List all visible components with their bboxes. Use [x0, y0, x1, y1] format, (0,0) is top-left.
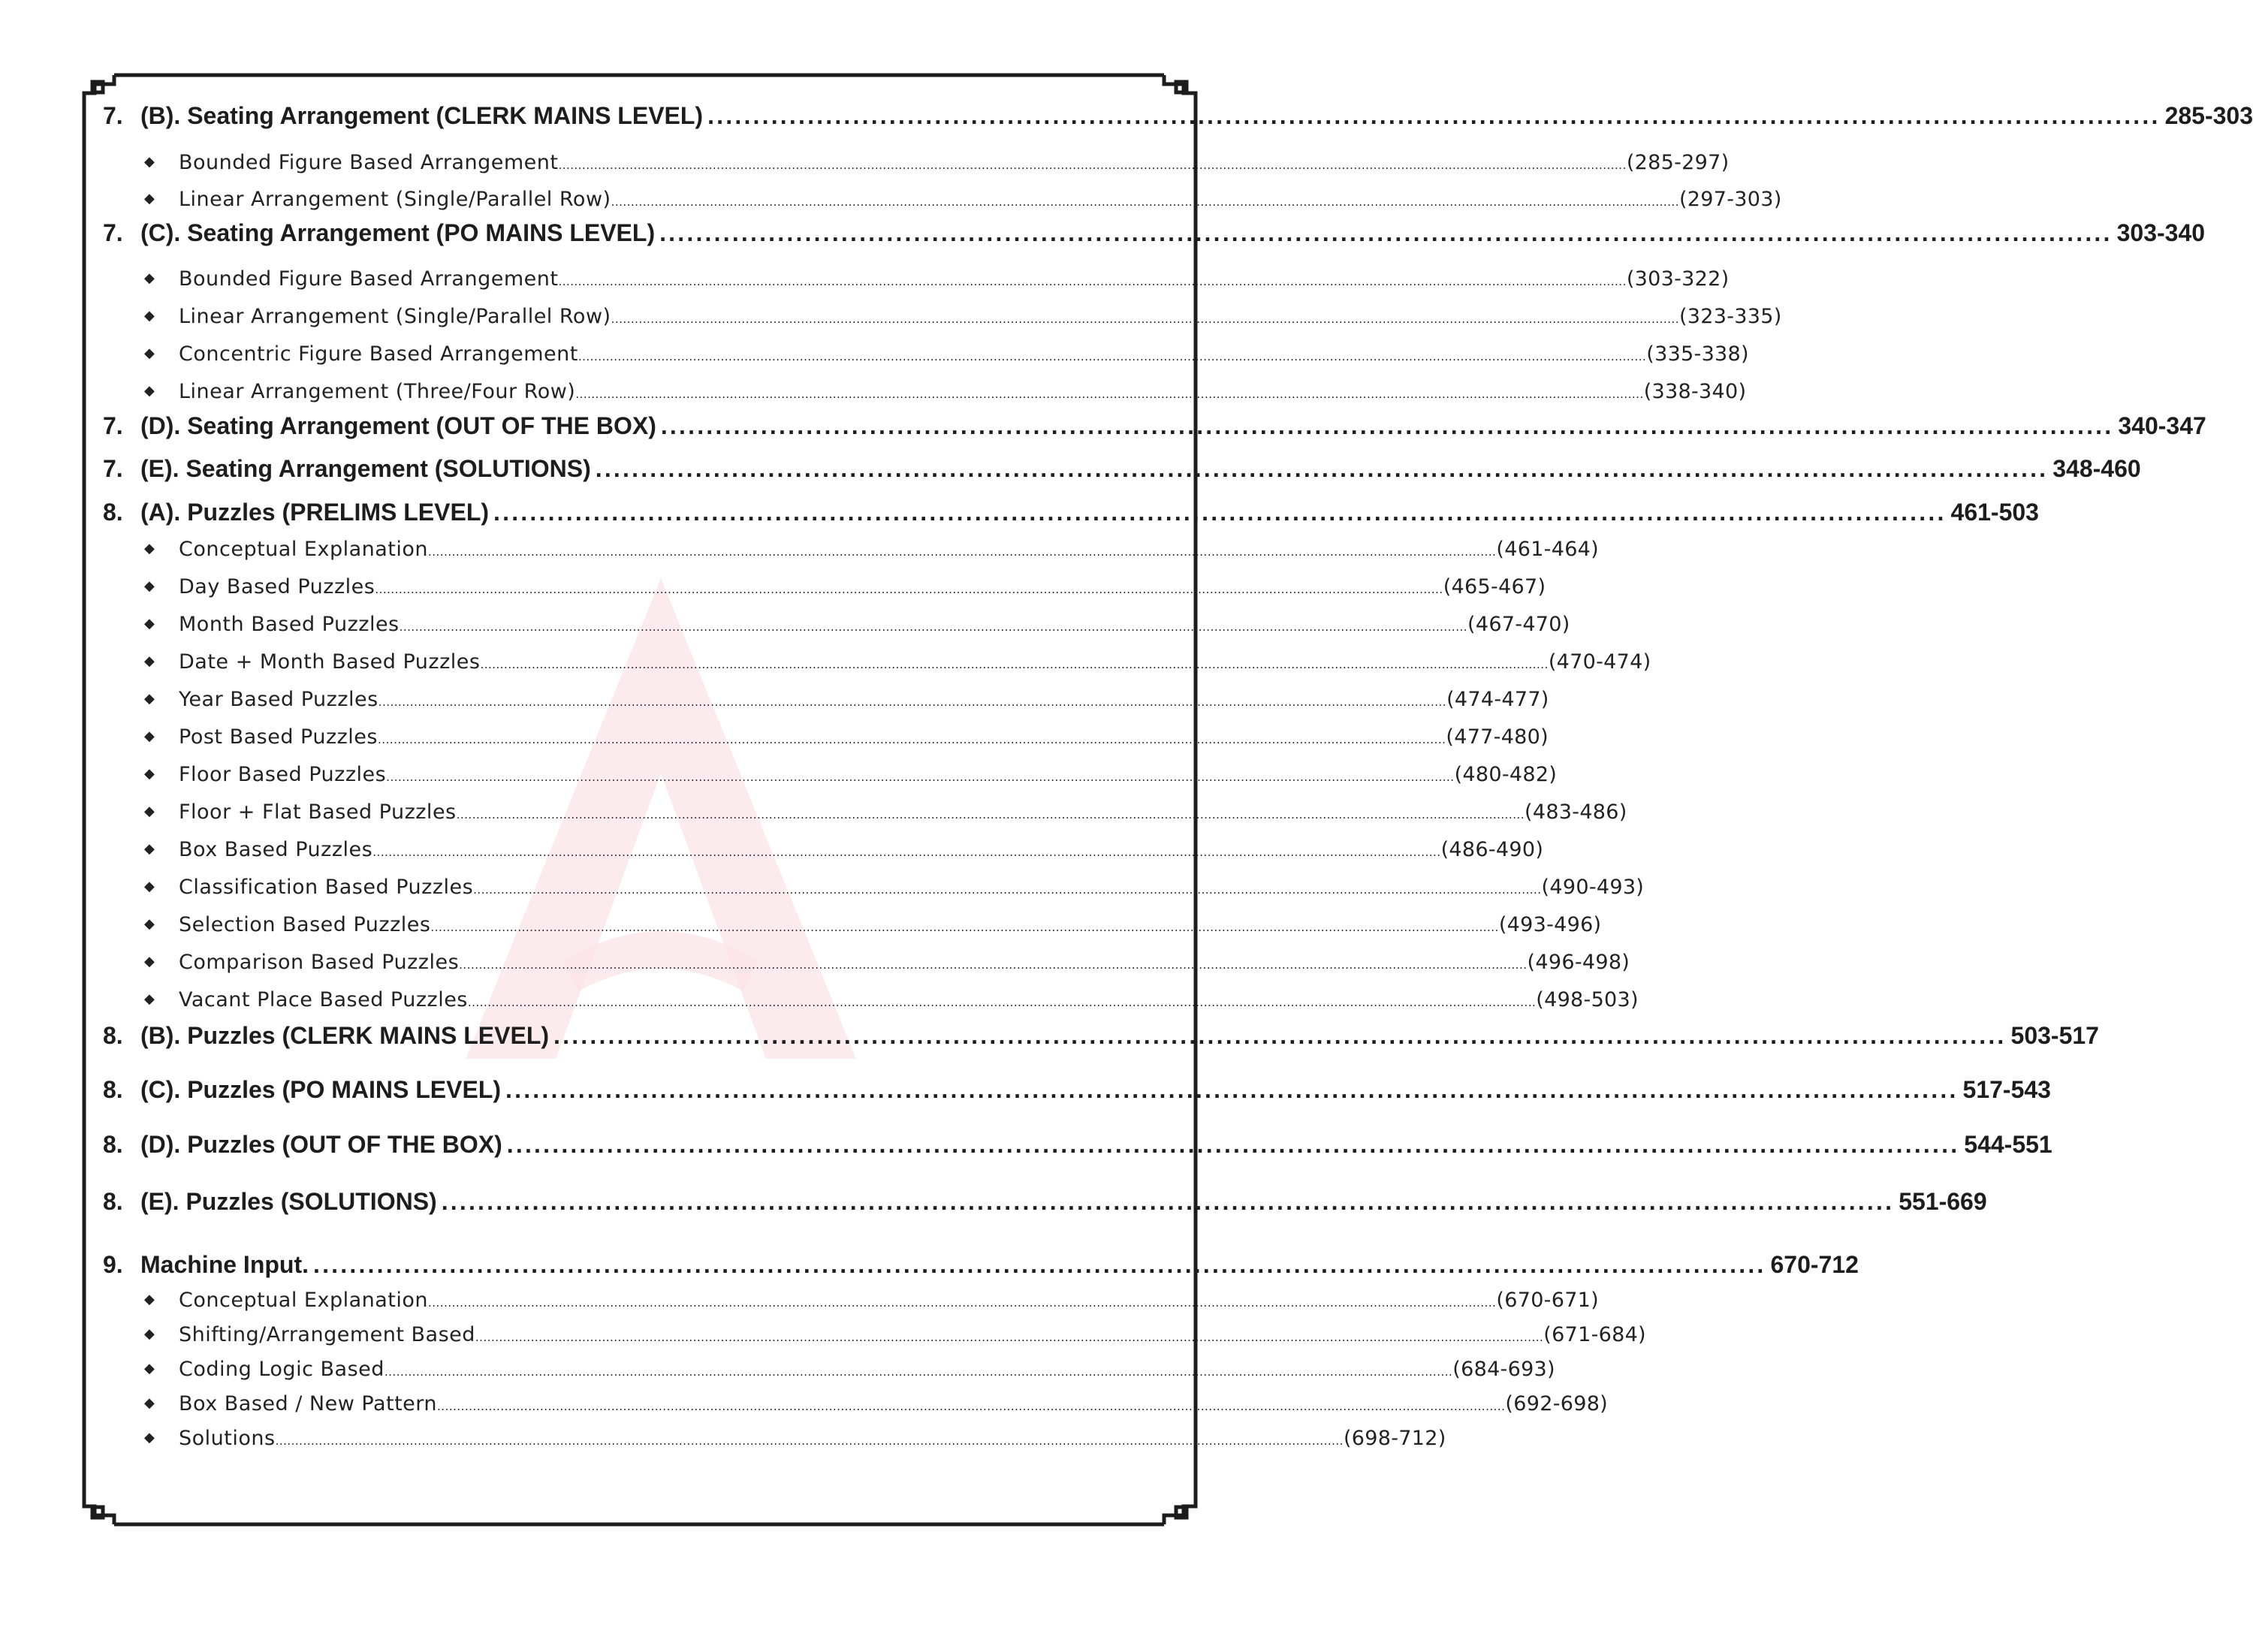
- subitem-range: (477-480): [1446, 725, 1549, 749]
- toc-heading[interactable]: [103, 455, 2141, 482]
- toc-heading[interactable]: [103, 1131, 2052, 1158]
- dot-leader: ..............................................................................................................................................................................................................................................................................: [456, 808, 1525, 821]
- toc-subitem[interactable]: [144, 650, 1651, 674]
- dot-leader: ................................................................................................................................................................: [506, 1131, 1960, 1158]
- subitem-range: (465-467): [1443, 575, 1546, 598]
- toc-heading[interactable]: [103, 499, 2039, 526]
- toc-subitem[interactable]: [144, 267, 1730, 291]
- subitem-range: (490-493): [1541, 876, 1645, 899]
- dot-leader: ................................................................................................................................................................: [493, 499, 1947, 526]
- subitem-range: (692-698): [1505, 1392, 1609, 1415]
- section-title: Machine Input.: [140, 1251, 309, 1278]
- toc-subitem[interactable]: [144, 800, 1627, 824]
- toc-subitem[interactable]: [144, 688, 1549, 711]
- dot-leader: ................................................................................................................................................................: [659, 219, 2113, 246]
- subitem-label: Comparison Based Puzzles: [179, 951, 460, 974]
- section-number: 8.: [103, 1076, 123, 1103]
- dot-leader: ..............................................................................................................................................................................................................................................................................: [467, 996, 1537, 1009]
- toc-subitem[interactable]: [144, 151, 1730, 174]
- page-range: 544-551: [1964, 1131, 2052, 1158]
- toc-heading[interactable]: [103, 102, 2253, 129]
- subitem-range: (670-671): [1496, 1289, 1599, 1312]
- toc-subitem[interactable]: [144, 188, 1782, 211]
- subitem-range: (671-684): [1543, 1323, 1646, 1346]
- section-title: (A). Puzzles (PRELIMS LEVEL): [140, 499, 490, 526]
- subitem-label: Coding Logic Based: [179, 1358, 385, 1381]
- subitem-label: Classification Based Puzzles: [179, 876, 474, 899]
- subitem-label: Concentric Figure Based Arrangement: [179, 342, 578, 366]
- dot-leader: ..............................................................................................................................................................................................................................................................................: [378, 695, 1447, 709]
- subitem-label: Bounded Figure Based Arrangement: [179, 267, 559, 291]
- toc-subitem[interactable]: [144, 575, 1546, 598]
- toc-heading[interactable]: [103, 219, 2206, 246]
- subitem-range: (338-340): [1643, 380, 1747, 403]
- section-number: 7.: [103, 455, 123, 482]
- page-range: 503-517: [2010, 1022, 2099, 1049]
- page-range: 340-347: [2118, 412, 2206, 439]
- section-number: 8.: [103, 1131, 123, 1158]
- toc-subitem[interactable]: [144, 1358, 1555, 1381]
- toc-subitem[interactable]: [144, 1289, 1599, 1312]
- section-title: (C). Puzzles (PO MAINS LEVEL): [140, 1076, 502, 1103]
- diamond-bullet-icon: ◆: [144, 803, 155, 819]
- toc-subitem[interactable]: [144, 1427, 1446, 1450]
- section-title: (B). Puzzles (CLERK MAINS LEVEL): [140, 1022, 550, 1049]
- dot-leader: ..............................................................................................................................................................................................................................................................................: [275, 1434, 1344, 1448]
- dot-leader: ..............................................................................................................................................................................................................................................................................: [428, 545, 1497, 559]
- toc-heading[interactable]: [103, 1188, 1987, 1215]
- subitem-label: Box Based / New Pattern: [179, 1392, 438, 1415]
- toc-subitem[interactable]: [144, 1323, 1646, 1346]
- subitem-range: (467-470): [1467, 613, 1570, 636]
- section-number: 8.: [103, 1188, 123, 1215]
- diamond-bullet-icon: ◆: [144, 691, 155, 707]
- dot-leader: ..............................................................................................................................................................................................................................................................................: [475, 1331, 1544, 1344]
- diamond-bullet-icon: ◆: [144, 383, 155, 399]
- toc-subitem[interactable]: [144, 763, 1558, 786]
- diamond-bullet-icon: ◆: [144, 345, 155, 361]
- diamond-bullet-icon: ◆: [144, 991, 155, 1007]
- section-number: 9.: [103, 1251, 123, 1278]
- subitem-label: Bounded Figure Based Arrangement: [179, 151, 559, 174]
- subitem-label: Day Based Puzzles: [179, 575, 376, 598]
- page-range: 670-712: [1770, 1251, 1859, 1278]
- subitem-range: (684-693): [1452, 1358, 1555, 1381]
- dot-leader: ..............................................................................................................................................................................................................................................................................: [611, 195, 1679, 209]
- toc-subitem[interactable]: [144, 725, 1549, 749]
- diamond-bullet-icon: ◆: [144, 616, 155, 632]
- subitem-label: Date + Month Based Puzzles: [179, 650, 481, 674]
- dot-leader: ..............................................................................................................................................................................................................................................................................: [399, 620, 1468, 634]
- dot-leader: ..............................................................................................................................................................................................................................................................................: [459, 958, 1528, 972]
- page-range: 348-460: [2052, 455, 2141, 482]
- subitem-range: (483-486): [1525, 800, 1627, 824]
- dot-leader: ................................................................................................................................................................: [660, 412, 2114, 439]
- section-number: 7.: [103, 219, 123, 246]
- dot-leader: ................................................................................................................................................................: [553, 1022, 2007, 1049]
- diamond-bullet-icon: ◆: [144, 1430, 155, 1446]
- section-number: 7.: [103, 102, 123, 129]
- toc-heading[interactable]: [103, 1022, 2099, 1049]
- subitem-label: Year Based Puzzles: [179, 688, 379, 711]
- toc-subitem[interactable]: [144, 538, 1599, 561]
- section-title: (E). Puzzles (SOLUTIONS): [140, 1188, 437, 1215]
- dot-leader: ..............................................................................................................................................................................................................................................................................: [611, 312, 1679, 326]
- dot-leader: ..............................................................................................................................................................................................................................................................................: [428, 1296, 1497, 1310]
- subitem-label: Box Based Puzzles: [179, 838, 373, 861]
- dot-leader: ..............................................................................................................................................................................................................................................................................: [473, 883, 1542, 897]
- dot-leader: ..............................................................................................................................................................................................................................................................................: [575, 387, 1644, 401]
- dot-leader: ..............................................................................................................................................................................................................................................................................: [372, 846, 1441, 859]
- subitem-range: (461-464): [1496, 538, 1599, 561]
- subitem-range: (323-335): [1678, 305, 1782, 328]
- subitem-label: Solutions: [179, 1427, 276, 1450]
- diamond-bullet-icon: ◆: [144, 728, 155, 744]
- toc-subitem[interactable]: [144, 305, 1782, 328]
- toc-heading[interactable]: [103, 1076, 2051, 1103]
- section-title: (D). Seating Arrangement (OUT OF THE BOX): [140, 412, 656, 439]
- dot-leader: ................................................................................................................................................................: [707, 102, 2161, 129]
- dot-leader: ..............................................................................................................................................................................................................................................................................: [384, 1365, 1453, 1379]
- toc-subitem[interactable]: [144, 988, 1639, 1011]
- subitem-label: Post Based Puzzles: [179, 725, 378, 749]
- dot-leader: ..............................................................................................................................................................................................................................................................................: [378, 733, 1446, 746]
- dot-leader: ..............................................................................................................................................................................................................................................................................: [578, 350, 1647, 363]
- diamond-bullet-icon: ◆: [144, 841, 155, 857]
- toc-subitem[interactable]: [144, 613, 1570, 636]
- subitem-range: (480-482): [1454, 763, 1558, 786]
- section-title: (B). Seating Arrangement (CLERK MAINS LEVEL): [140, 102, 704, 129]
- subitem-range: (470-474): [1548, 650, 1651, 674]
- page-range: 517-543: [1962, 1076, 2051, 1103]
- subitem-range: (303-322): [1626, 267, 1730, 291]
- subitem-label: Linear Arrangement (Single/Parallel Row): [179, 305, 611, 328]
- subitem-range: (474-477): [1446, 688, 1549, 711]
- dot-leader: ..............................................................................................................................................................................................................................................................................: [558, 158, 1627, 172]
- toc-heading[interactable]: [103, 412, 2206, 439]
- section-number: 7.: [103, 412, 123, 439]
- diamond-bullet-icon: ◆: [144, 1292, 155, 1307]
- diamond-bullet-icon: ◆: [144, 766, 155, 782]
- subitem-label: Linear Arrangement (Single/Parallel Row): [179, 188, 611, 211]
- subitem-label: Conceptual Explanation: [179, 1289, 429, 1312]
- subitem-range: (486-490): [1440, 838, 1544, 861]
- section-number: 8.: [103, 499, 123, 526]
- subitem-range: (493-496): [1498, 913, 1602, 936]
- page-range: 461-503: [1950, 499, 2039, 526]
- dot-leader: ..............................................................................................................................................................................................................................................................................: [558, 275, 1627, 288]
- toc-subitem[interactable]: [144, 380, 1747, 403]
- subitem-label: Floor + Flat Based Puzzles: [179, 800, 457, 824]
- toc-subitem[interactable]: [144, 838, 1544, 861]
- dot-leader: ................................................................................................................................................................: [441, 1188, 1895, 1215]
- dot-leader: ..............................................................................................................................................................................................................................................................................: [375, 583, 1443, 596]
- diamond-bullet-icon: ◆: [144, 154, 155, 170]
- dot-leader: ................................................................................................................................................................: [505, 1076, 1959, 1103]
- diamond-bullet-icon: ◆: [144, 916, 155, 932]
- page-range: 285-303: [2164, 102, 2253, 129]
- subitem-range: (335-338): [1646, 342, 1749, 366]
- subitem-label: Vacant Place Based Puzzles: [179, 988, 468, 1011]
- subitem-label: Conceptual Explanation: [179, 538, 429, 561]
- toc-subitem[interactable]: [144, 951, 1630, 974]
- page-range: 303-340: [2116, 219, 2206, 246]
- subitem-range: (297-303): [1678, 188, 1782, 211]
- subitem-label: Linear Arrangement (Three/Four Row): [179, 380, 576, 403]
- diamond-bullet-icon: ◆: [144, 541, 155, 556]
- diamond-bullet-icon: ◆: [144, 308, 155, 324]
- toc-subitem[interactable]: [144, 1392, 1609, 1415]
- diamond-bullet-icon: ◆: [144, 653, 155, 669]
- subitem-label: Selection Based Puzzles: [179, 913, 431, 936]
- dot-leader: ..............................................................................................................................................................................................................................................................................: [430, 921, 1499, 934]
- toc-heading[interactable]: [103, 1251, 1859, 1278]
- toc-subitem[interactable]: [144, 876, 1645, 899]
- diamond-bullet-icon: ◆: [144, 191, 155, 206]
- subitem-range: (698-712): [1343, 1427, 1446, 1450]
- dot-leader: ..............................................................................................................................................................................................................................................................................: [386, 770, 1455, 784]
- subitem-range: (496-498): [1527, 951, 1630, 974]
- section-title: (C). Seating Arrangement (PO MAINS LEVEL): [140, 219, 656, 246]
- diamond-bullet-icon: ◆: [144, 1395, 155, 1411]
- diamond-bullet-icon: ◆: [144, 879, 155, 894]
- subitem-range: (285-297): [1626, 151, 1730, 174]
- dot-leader: ................................................................................................................................................................: [313, 1251, 1766, 1278]
- diamond-bullet-icon: ◆: [144, 578, 155, 594]
- diamond-bullet-icon: ◆: [144, 954, 155, 969]
- dot-leader: ..............................................................................................................................................................................................................................................................................: [437, 1400, 1506, 1413]
- subitem-label: Shifting/Arrangement Based: [179, 1323, 475, 1346]
- page-range: 551-669: [1899, 1188, 1987, 1215]
- subitem-label: Month Based Puzzles: [179, 613, 400, 636]
- diamond-bullet-icon: ◆: [144, 270, 155, 286]
- subitem-label: Floor Based Puzzles: [179, 763, 387, 786]
- dot-leader: ................................................................................................................................................................: [595, 455, 2049, 482]
- diamond-bullet-icon: ◆: [144, 1361, 155, 1376]
- toc-subitem[interactable]: [144, 913, 1602, 936]
- section-title: (E). Seating Arrangement (SOLUTIONS): [140, 455, 591, 482]
- diamond-bullet-icon: ◆: [144, 1326, 155, 1342]
- dot-leader: ..............................................................................................................................................................................................................................................................................: [480, 658, 1549, 671]
- subitem-range: (498-503): [1536, 988, 1639, 1011]
- section-number: 8.: [103, 1022, 123, 1049]
- toc-subitem[interactable]: [144, 342, 1749, 366]
- section-title: (D). Puzzles (OUT OF THE BOX): [140, 1131, 502, 1158]
